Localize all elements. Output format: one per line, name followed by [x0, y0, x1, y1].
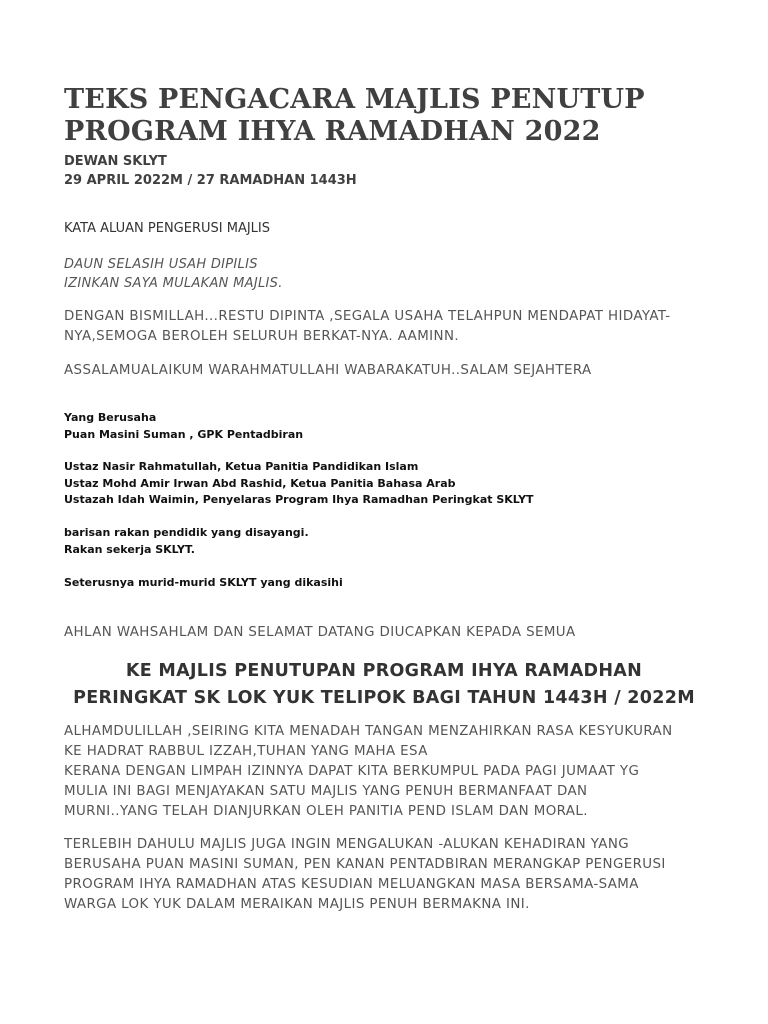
- guest-line: Ustaz Mohd Amir Irwan Abd Rashid, Ketua Panitia Bahasa Arab: [64, 476, 456, 490]
- paragraph-line: MURNI..YANG TELAH DIANJURKAN OLEH PANITIA PEND ISLAM DAN MORAL.: [64, 804, 588, 819]
- bismillah-paragraph: [64, 307, 714, 347]
- salam-line: ASSALAMUALAIKUM WARAHMATULLAHI WABARAKATUH..SALAM SEJAHTERA: [64, 363, 592, 378]
- guests-block-1: [64, 410, 303, 443]
- guest-line: Seterusnya murid-murid SKLYT yang dikasihi: [64, 576, 343, 589]
- paragraph-line: WARGA LOK YUK DALAM MERAIKAN MAJLIS PENUH BERMAKNA INI.: [64, 897, 530, 912]
- paragraph-line: KERANA DENGAN LIMPAH IZINNYA DAPAT KITA BERKUMPUL PADA PAGI JUMAAT YG: [64, 764, 640, 779]
- pantun-block: [64, 255, 283, 293]
- paragraph-line: ALHAMDULILLAH ,SEIRING KITA MENADAH TANGAN MENZAHIRKAN RASA KESYUKURAN: [64, 724, 673, 739]
- terlebih-paragraph: [64, 835, 714, 915]
- guest-line: Ustazah Idah Waimin, Penyelaras Program Ihya Ramadhan Peringkat SKLYT: [64, 493, 534, 506]
- paragraph-line: PROGRAM IHYA RAMADHAN ATAS KESUDIAN MELUANGKAN MASA BERSAMA-SAMA: [64, 877, 639, 892]
- guest-line: Yang Berusaha: [64, 411, 157, 424]
- date-text: 29 APRIL 2022M / 27 RAMADHAN 1443H: [64, 173, 357, 188]
- guests-block-2: [64, 459, 534, 509]
- pantun-line-2: IZINKAN SAYA MULAKAN MAJLIS.: [64, 276, 283, 291]
- guest-line: Puan Masini Suman , GPK Pentadbiran: [64, 427, 304, 441]
- guests-block-4: [64, 575, 343, 592]
- paragraph-line: TERLEBIH DAHULU MAJLIS JUGA INGIN MENGALUKAN -ALUKAN KEHADIRAN YANG: [64, 837, 630, 852]
- paragraph-line: BERUSAHA PUAN MASINI SUMAN, PEN KANAN PENTADBIRAN MERANGKAP PENGERUSI: [64, 857, 666, 872]
- section-heading: KATA ALUAN PENGERUSI MAJLIS: [64, 221, 270, 236]
- welcome-paragraph: [64, 623, 714, 643]
- bismillah-line-2: NYA,SEMOGA BEROLEH SELURUH BERKAT-NYA. AAMINN.: [64, 329, 460, 344]
- venue-text: DEWAN SKLYT: [64, 154, 167, 169]
- paragraph-line: MULIA INI BAGI MENJAYAKAN SATU MAJLIS YANG PENUH BERMANFAAT DAN: [64, 784, 588, 799]
- guest-line: Ustaz Nasir Rahmatullah, Ketua Panitia Pandidikan Islam: [64, 460, 419, 473]
- guests-block-3: [64, 525, 309, 558]
- title-line-2: PROGRAM IHYA RAMADHAN 2022: [64, 116, 601, 147]
- event-heading: [24, 658, 744, 712]
- bismillah-line-1: DENGAN BISMILLAH...RESTU DIPINTA ,SEGALA USAHA TELAHPUN MENDAPAT HIDAYAT-: [64, 309, 671, 324]
- event-heading-line-1: KE MAJLIS PENUTUPAN PROGRAM IHYA RAMADHAN: [125, 661, 643, 681]
- alhamdulillah-paragraph: [64, 722, 714, 822]
- guest-line: Rakan sekerja SKLYT.: [64, 542, 195, 556]
- guest-line: barisan rakan pendidik yang disayangi.: [64, 526, 309, 539]
- paragraph-line: KE HADRAT RABBUL IZZAH,TUHAN YANG MAHA ESA: [64, 744, 428, 759]
- salam-paragraph: [64, 361, 714, 381]
- title-line-1: TEKS PENGACARA MAJLIS PENUTUP: [64, 84, 645, 115]
- event-heading-line-2: PERINGKAT SK LOK YUK TELIPOK BAGI TAHUN 1443H / 2022M: [73, 688, 695, 708]
- welcome-line: AHLAN WAHSAHLAM DAN SELAMAT DATANG DIUCAPKAN KEPADA SEMUA: [64, 625, 576, 640]
- document-title: [64, 84, 645, 148]
- pantun-line-1: DAUN SELASIH USAH DIPILIS: [64, 257, 258, 272]
